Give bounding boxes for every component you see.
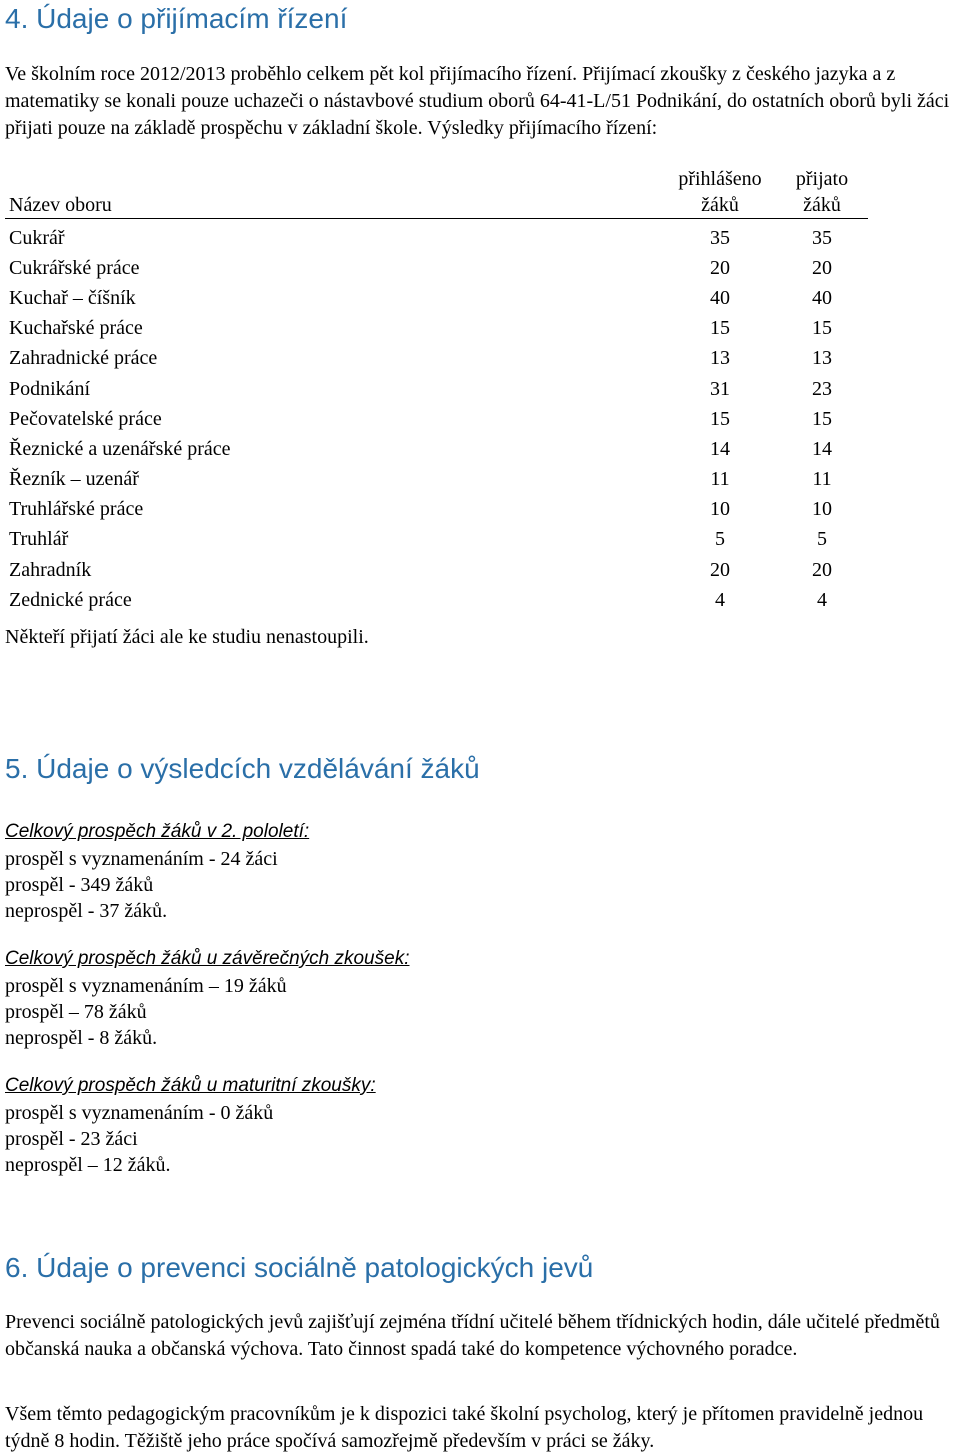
program-name-cell: Pečovatelské práce [9, 407, 162, 430]
table-row [5, 283, 868, 313]
table-row [5, 404, 868, 434]
table-row [5, 585, 868, 615]
accepted-count-cell: 5 [817, 528, 827, 551]
results-heading: Celkový prospěch žáků u maturitní zkoušky: [5, 1075, 376, 1096]
results-line: neprospěl - 8 žáků. [5, 1027, 158, 1049]
results-line: prospěl s vyznamenáním - 0 žáků [5, 1102, 274, 1124]
results-heading: Celkový prospěch žáků u závěrečných zkoušek: [5, 948, 410, 969]
results-line: neprospěl – 12 žáků. [5, 1154, 171, 1176]
results-line: prospěl - 23 žáci [5, 1128, 138, 1150]
program-name-cell: Kuchař – číšník [9, 286, 136, 309]
accepted-count-cell: 10 [812, 498, 832, 521]
admission-intro-paragraph: Ve školním roce 2012/2013 proběhlo celkem pět kol přijímacího řízení. Přijímací zkoušky z českého jazyka a z matematiky se konali pouze uchazeči o nástavbové studium oborů 64-41-L/51 Podnikání, do ostatních oborů byli žáci přijati pouze na základě prospěchu v základní škole. Výsledky přijímacího řízení: [5, 63, 950, 139]
admission-results-table [5, 166, 868, 615]
table-row [5, 314, 868, 344]
applied-count-cell: 15 [710, 407, 730, 430]
applied-count-cell: 15 [710, 317, 730, 340]
section-6-heading: 6. Údaje o prevenci sociálně patologických jevů [5, 1252, 594, 1283]
applied-count-cell: 5 [715, 528, 725, 551]
accepted-count-cell: 13 [812, 347, 832, 370]
program-name-cell: Zahradnické práce [9, 347, 158, 370]
prevention-paragraph-1: Prevenci sociálně patologických jevů zajišťují zejména třídní učitelé během třídnických hodin, dále učitelé předmětů občanská nauka a občanská výchova. Tato činnost spadá také do kompetence výchovného poradce. [5, 1311, 940, 1360]
applied-count-cell: 14 [710, 437, 730, 460]
applied-count-cell: 20 [710, 256, 730, 279]
section-5-heading: 5. Údaje o výsledcích vzdělávání žáků [5, 753, 480, 784]
applied-count-cell: 31 [710, 377, 730, 400]
accepted-count-cell: 4 [817, 588, 827, 611]
table-row [5, 219, 868, 254]
program-name-cell: Cukrářské práce [9, 256, 140, 279]
program-name-cell: Řeznické a uzenářské práce [9, 437, 231, 460]
accepted-count-cell: 20 [812, 558, 832, 581]
program-name-cell: Řezník – uzenář [9, 468, 139, 491]
column-header-program: Název oboru [9, 194, 112, 216]
program-name-cell: Zahradník [9, 558, 92, 581]
table-row [5, 374, 868, 404]
applied-count-cell: 40 [710, 286, 730, 309]
accepted-count-cell: 11 [812, 468, 832, 491]
program-name-cell: Truhlářské práce [9, 498, 144, 521]
table-row [5, 253, 868, 283]
table-row [5, 555, 868, 585]
table-row [5, 495, 868, 525]
applied-count-cell: 20 [710, 558, 730, 581]
results-line: prospěl – 78 žáků [5, 1001, 147, 1023]
results-line: prospěl s vyznamenáním - 24 žáci [5, 848, 278, 870]
table-row [5, 465, 868, 495]
applied-count-cell: 13 [710, 347, 730, 370]
applied-count-cell: 11 [710, 468, 730, 491]
admission-note: Někteří přijatí žáci ale ke studiu nenastoupili. [5, 626, 369, 648]
column-header-applied: přihlášeno žáků [678, 168, 762, 216]
accepted-count-cell: 20 [812, 256, 832, 279]
accepted-count-cell: 15 [812, 407, 832, 430]
applied-count-cell: 10 [710, 498, 730, 521]
results-line: prospěl s vyznamenáním – 19 žáků [5, 975, 287, 997]
program-name-cell: Podnikání [9, 377, 91, 400]
results-line: neprospěl - 37 žáků. [5, 900, 168, 922]
accepted-count-cell: 40 [812, 286, 832, 309]
table-row [5, 525, 868, 555]
column-header-accepted: přijato žáků [795, 168, 849, 216]
applied-count-cell: 4 [715, 588, 725, 611]
results-heading: Celkový prospěch žáků v 2. pololetí: [5, 821, 310, 842]
results-line: prospěl - 349 žáků [5, 874, 154, 896]
table-header-row [5, 166, 868, 219]
program-name-cell: Cukrář [9, 226, 65, 249]
accepted-count-cell: 23 [812, 377, 832, 400]
table-row [5, 434, 868, 464]
accepted-count-cell: 14 [812, 437, 832, 460]
program-name-cell: Zednické práce [9, 588, 132, 611]
program-name-cell: Kuchařské práce [9, 317, 143, 340]
prevention-paragraph-2: Všem těmto pedagogickým pracovníkům je k dispozici také školní psycholog, který je přítomen pravidelně jednou týdně 8 hodin. Těžiště jeho práce spočívá samozřejmě především v práci se žáky. [5, 1403, 924, 1452]
accepted-count-cell: 15 [812, 317, 832, 340]
accepted-count-cell: 35 [812, 226, 832, 249]
table-row [5, 344, 868, 374]
program-name-cell: Truhlář [9, 528, 69, 551]
applied-count-cell: 35 [710, 226, 730, 249]
section-4-heading: 4. Údaje o přijímacím řízení [5, 3, 348, 34]
